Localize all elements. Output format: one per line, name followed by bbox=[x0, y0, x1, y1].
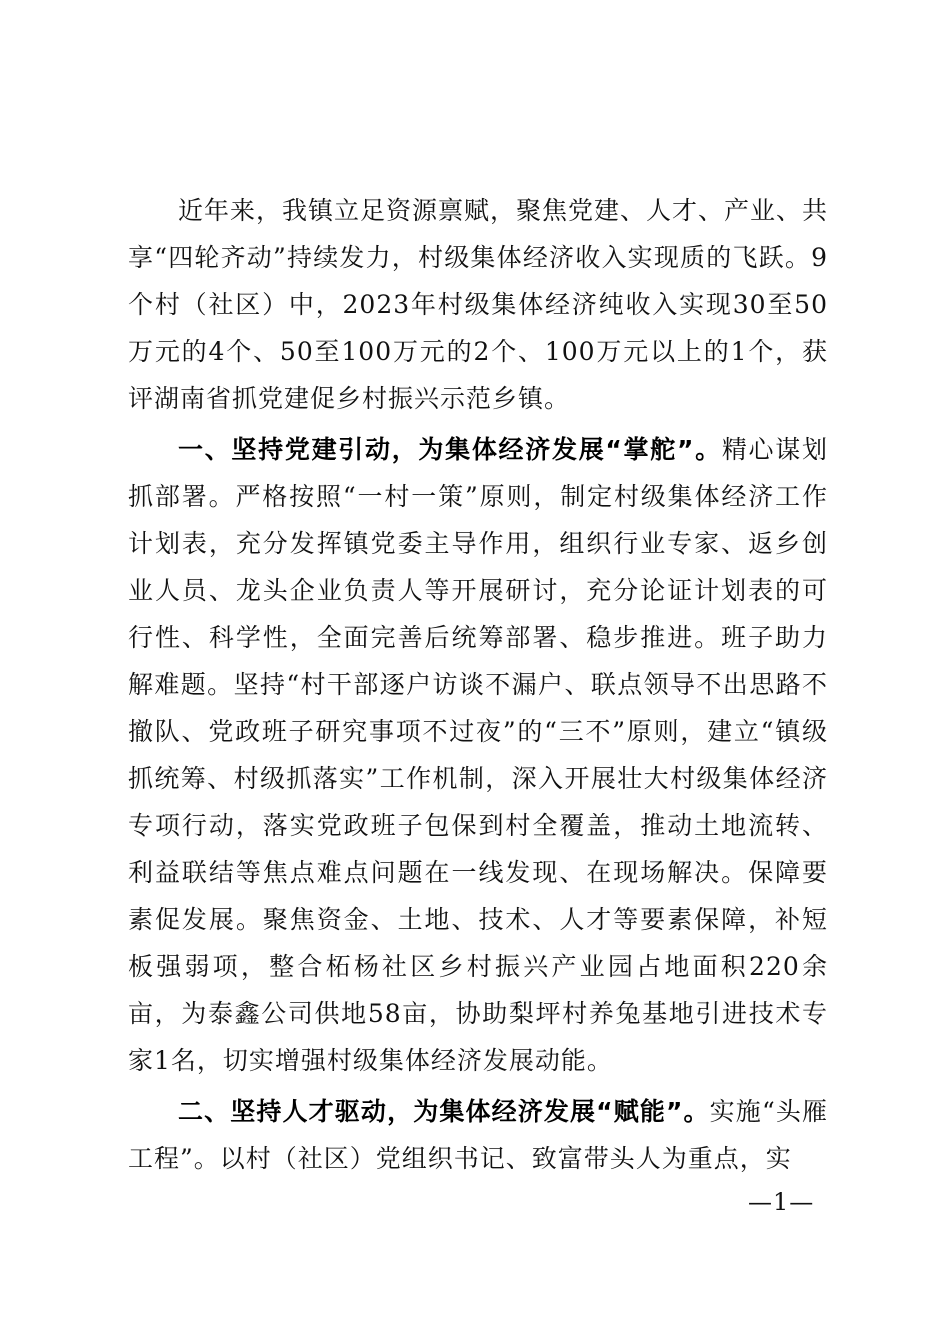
section-two-text: 实施“头雁工程”。以村（社区）党组织书记、致富带头人为重点，实 bbox=[128, 1097, 828, 1173]
page-number: —1— bbox=[748, 1188, 815, 1216]
document-body bbox=[128, 187, 828, 1182]
section-one-paragraph bbox=[128, 426, 828, 1084]
section-two-heading: 二、坚持人才驱动，为集体经济发展“赋能”。 bbox=[178, 1097, 710, 1126]
section-one-text: 精心谋划抓部署。严格按照“一村一策”原则，制定村级集体经济工作计划表，充分发挥镇党委主导作用，组织行业专家、返乡创业人员、龙头企业负责人等开展研讨，充分论证计划表的可行性、科学性，全面完善后统筹部署、稳步推进。班子助力解难题。坚持“村干部逐户访谈不漏户、联点领导不出思路不撤队、党政班子研究事项不过夜”的“三不”原则，建立“镇级抓统筹、村级抓落实”工作机制，深入开展壮大村级集体经济专项行动，落实党政班子包保到村全覆盖，推动土地流转、利益联结等焦点难点问题在一线发现、在现场解决。保障要素促发展。聚焦资金、土地、技术、人才等要素保障，补短板强弱项，整合柘杨社区乡村振兴产业园占地面积220余亩，为泰鑫公司供地58亩，协助梨坪村养兔基地引进技术专家1名，切实增强村级集体经济发展动能。 bbox=[128, 435, 828, 1075]
intro-paragraph bbox=[128, 187, 828, 422]
section-two-paragraph bbox=[128, 1088, 828, 1182]
intro-paragraph-text: 近年来，我镇立足资源禀赋，聚焦党建、人才、产业、共享“四轮齐动”持续发力，村级集体经济收入实现质的飞跃。9个村（社区）中，2023年村级集体经济纯收入实现30至50万元的4个、50至100万元的2个、100万元以上的1个，获评湖南省抓党建促乡村振兴示范乡镇。 bbox=[128, 196, 829, 413]
section-one-heading: 一、坚持党建引动，为集体经济发展“掌舵”。 bbox=[178, 435, 722, 464]
